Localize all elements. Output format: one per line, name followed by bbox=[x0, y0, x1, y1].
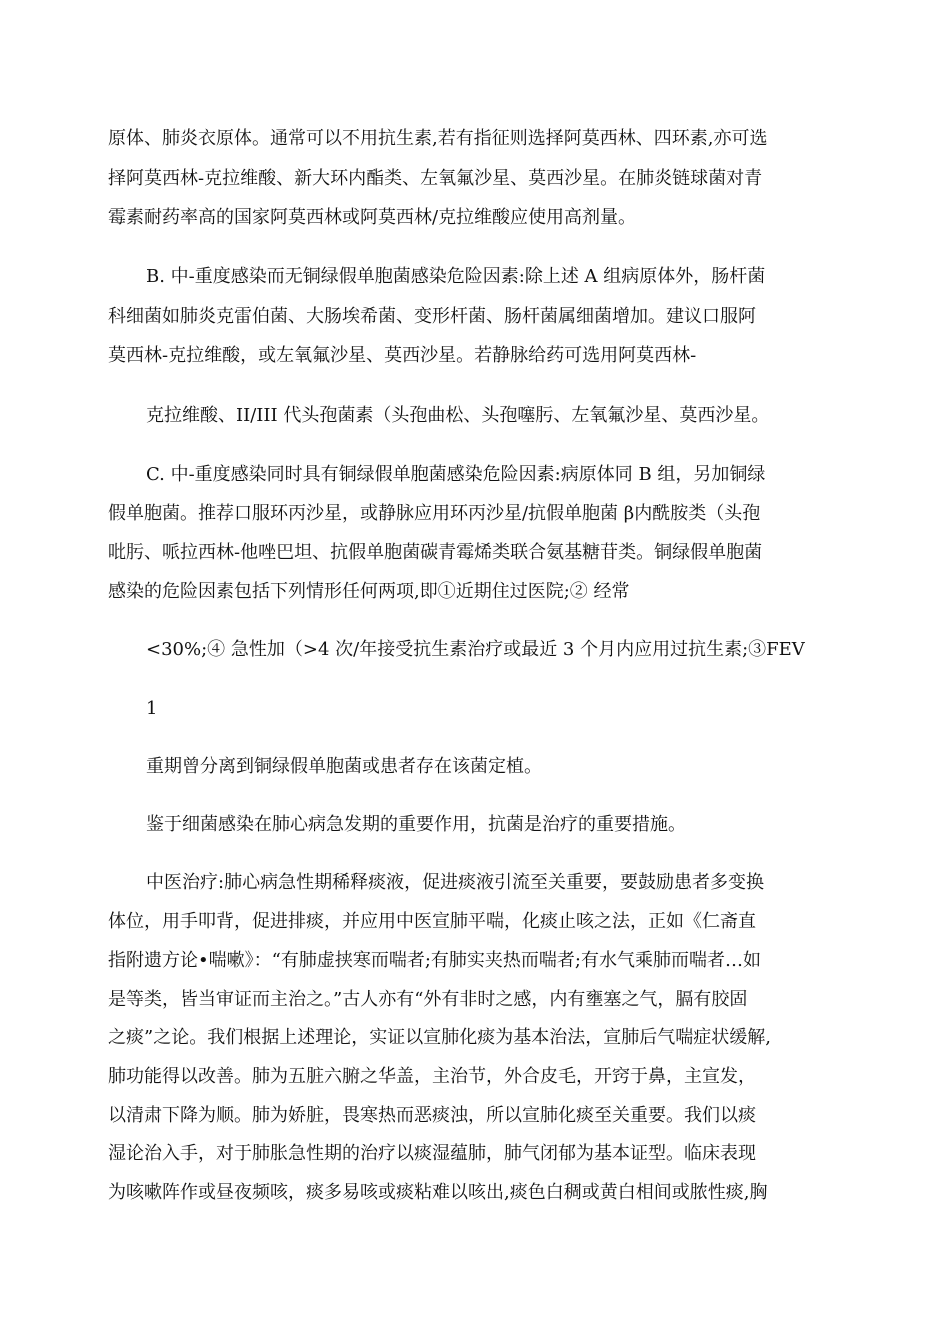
text-line: 感染的危险因素包括下列情形任何两项,即①近期住过医院;② 经常 bbox=[108, 581, 630, 602]
text-line: 莫西林-克拉维酸，或左氧氟沙星、莫西沙星。若静脉给药可选用阿莫西林- bbox=[108, 345, 697, 366]
text-line: 克拉维酸、II/III 代头孢菌素（头孢曲松、头孢噻肟、左氧氟沙星、莫西沙星。 bbox=[146, 405, 770, 426]
text-line: 为咳嗽阵作或昼夜频咳，痰多易咳或痰粘难以咳出,痰色白稠或黄白相间或脓性痰,胸 bbox=[108, 1182, 768, 1203]
text-line: 以清肃下降为顺。肺为娇脏，畏寒热而恶痰浊，所以宣肺化痰至关重要。我们以痰 bbox=[108, 1105, 756, 1126]
text-line: 原体、肺炎衣原体。通常可以不用抗生素,若有指征则选择阿莫西林、四环素,亦可选 bbox=[108, 128, 768, 149]
text-line: 鉴于细菌感染在肺心病急发期的重要作用，抗菌是治疗的重要措施。 bbox=[146, 814, 686, 835]
text-line: C. 中-重度感染同时具有铜绿假单胞菌感染危险因素:病原体同 B 组，另加铜绿 bbox=[146, 464, 766, 485]
text-line: 择阿莫西林-克拉维酸、新大环内酯类、左氧氟沙星、莫西沙星。在肺炎链球菌对青 bbox=[108, 168, 763, 189]
text-line: 吡肟、哌拉西林-他唑巴坦、抗假单胞菌碳青霉烯类联合氨基糖苷类。铜绿假单胞菌 bbox=[108, 542, 763, 563]
text-line: B. 中-重度感染而无铜绿假单胞菌感染危险因素:除上述 A 组病原体外，肠杆菌 bbox=[146, 266, 766, 287]
text-line: 中医治疗:肺心病急性期稀释痰液，促进痰液引流至关重要，要鼓励患者多变换 bbox=[146, 872, 765, 893]
text-line: 是等类，皆当审证而主治之。”古人亦有“外有非时之感，内有壅塞之气，膈有胶固 bbox=[108, 989, 748, 1010]
text-line: 霉素耐药率高的国家阿莫西林或阿莫西林/克拉维酸应使用高剂量。 bbox=[108, 207, 637, 228]
text-line: 1 bbox=[146, 698, 158, 719]
text-line: 假单胞菌。推荐口服环丙沙星，或静脉应用环丙沙星/抗假单胞菌 β内酰胺类（头孢 bbox=[108, 503, 761, 524]
text-line: 之痰”之论。我们根据上述理论，实证以宣肺化痰为基本治法，宣肺后气喘症状缓解, bbox=[108, 1027, 771, 1048]
text-line: <30%;④ 急性加（>4 次/年接受抗生素治疗或最近 3 个月内应用过抗生素;③FEV bbox=[146, 639, 805, 660]
text-line: 体位，用手叩背，促进排痰，并应用中医宣肺平喘，化痰止咳之法，正如《仁斋直 bbox=[108, 911, 756, 932]
text-line: 肺功能得以改善。肺为五脏六腑之华盖，主治节，外合皮毛，开窍于鼻，主宣发， bbox=[108, 1066, 756, 1087]
text-line: 指附遗方论•喘嗽》：“有肺虚挟寒而喘者;有肺实夹热而喘者;有水气乘肺而喘者…如 bbox=[108, 950, 761, 971]
text-line: 湿论治入手，对于肺胀急性期的治疗以痰湿蕴肺，肺气闭郁为基本证型。临床表现 bbox=[108, 1143, 756, 1164]
text-line: 科细菌如肺炎克雷伯菌、大肠埃希菌、变形杆菌、肠杆菌属细菌增加。建议口服阿 bbox=[108, 306, 756, 327]
text-line: 重期曾分离到铜绿假单胞菌或患者存在该菌定植。 bbox=[146, 756, 542, 777]
